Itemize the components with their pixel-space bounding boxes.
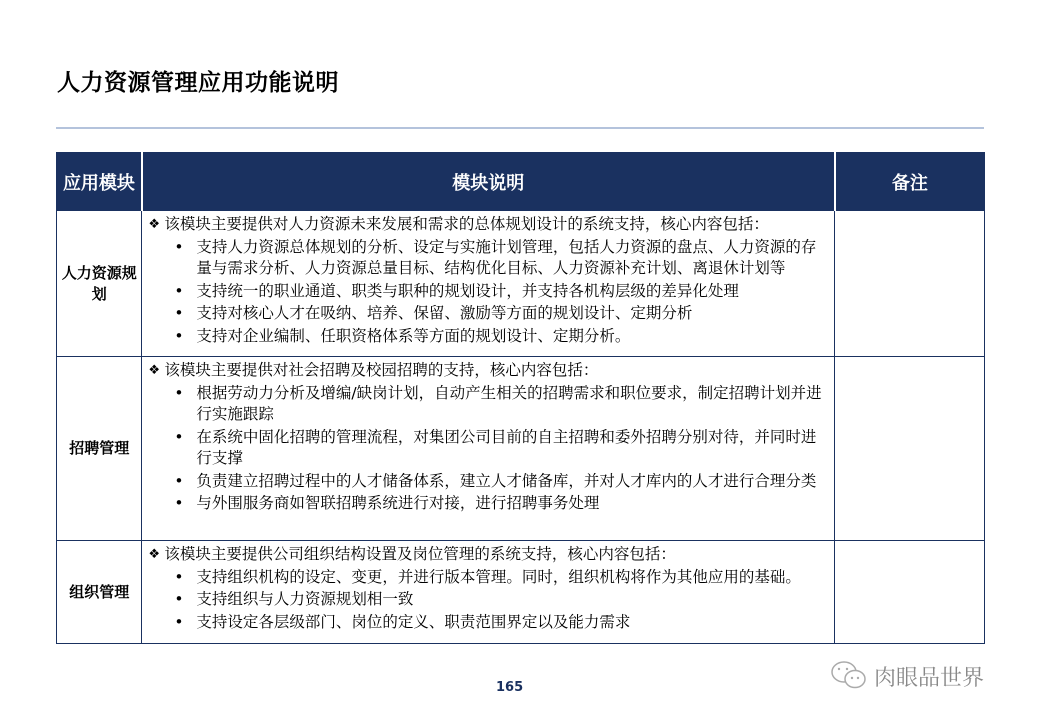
bullet-icon: •	[174, 612, 184, 631]
bullet-icon: •	[174, 494, 184, 512]
table-header-row	[57, 153, 985, 211]
watermark-text: 肉眼品世界	[874, 665, 985, 691]
watermark	[830, 660, 984, 692]
header-module: 应用模块	[57, 153, 142, 211]
wechat-icon	[830, 660, 870, 692]
list-item-text: 支持组织机构的设定、变更，并进行版本管理。同时，组织机构将作为其他应用的基础。	[196, 567, 801, 586]
note-cell	[835, 541, 985, 644]
note-cell	[835, 211, 985, 357]
list-item-text: 支持人力资源总体规划的分析、设定与实施计划管理，包括人力资源的盘点、人力资源的存量与需求分析、人力资源总量目标、结构优化目标、人力资源补充计划、离退休计划等	[196, 237, 817, 277]
list-item	[174, 612, 830, 634]
intro-text: 该模块主要提供公司组织结构设置及岗位管理的系统支持，核心内容包括：	[164, 545, 676, 563]
page-number: 165	[496, 680, 524, 695]
bullet-icon: •	[174, 567, 184, 586]
list-item-text: 支持组织与人力资源规划相一致	[196, 590, 414, 608]
list-item	[174, 237, 830, 280]
list-item-text: 与外围服务商如智联招聘系统进行对接，进行招聘事务处理	[196, 494, 600, 512]
header-description: 模块说明	[142, 153, 835, 211]
divider	[56, 127, 984, 129]
diamond-bullet-icon: ❖	[148, 363, 161, 378]
list-item	[174, 493, 830, 515]
note-cell	[835, 357, 985, 541]
list-item-text: 在系统中固化招聘的管理流程，对集团公司目前的自主招聘和委外招聘分别对待，并同时进行支撑	[196, 427, 817, 467]
bullet-icon: •	[174, 281, 184, 300]
bullet-icon: •	[174, 326, 184, 345]
list-item-text: 支持对核心人才在吸纳、培养、保留、激励等方面的规划设计、定期分析	[196, 304, 693, 322]
list-item-text: 负责建立招聘过程中的人才储备体系，建立人才储备库，并对人才库内的人才进行合理分类	[196, 471, 817, 490]
table-row	[57, 211, 985, 357]
module-description	[142, 357, 835, 541]
list-item-text: 支持对企业编制、任职资格体系等方面的规划设计、定期分析。	[196, 326, 631, 345]
bullet-icon: •	[174, 427, 184, 446]
table-row	[57, 541, 985, 644]
list-item	[174, 589, 830, 611]
list-item-text: 支持设定各层级部门、岗位的定义、职责范围界定以及能力需求	[196, 612, 631, 631]
intro-text: 该模块主要提供对人力资源未来发展和需求的总体规划设计的系统支持，核心内容包括：	[164, 215, 769, 233]
module-name: 组织管理	[57, 541, 142, 644]
module-description	[142, 211, 835, 357]
diamond-bullet-icon: ❖	[148, 547, 161, 562]
module-name: 人力资源规划	[57, 211, 142, 357]
list-item	[174, 281, 830, 303]
list-item	[174, 303, 830, 325]
list-item	[174, 326, 830, 348]
function-table	[56, 152, 985, 644]
list-item-text: 支持统一的职业通道、职类与职种的规划设计，并支持各机构层级的差异化处理	[196, 281, 739, 300]
bullet-icon: •	[174, 304, 184, 322]
diamond-bullet-icon: ❖	[148, 217, 161, 232]
list-item	[174, 427, 830, 470]
module-description	[142, 541, 835, 644]
page-title: 人力资源管理应用功能说明	[57, 70, 339, 96]
list-item	[174, 567, 830, 589]
bullet-icon: •	[174, 237, 184, 256]
table-row	[57, 357, 985, 541]
bullet-icon: •	[174, 383, 184, 402]
bullet-icon: •	[174, 590, 184, 608]
list-item	[174, 383, 830, 426]
module-name: 招聘管理	[57, 357, 142, 541]
list-item-text: 根据劳动力分析及增编/缺岗计划，自动产生相关的招聘需求和职位要求，制定招聘计划并进行实施跟踪	[196, 383, 822, 423]
bullet-icon: •	[174, 471, 184, 490]
list-item	[174, 471, 830, 493]
header-note: 备注	[835, 153, 985, 211]
intro-text: 该模块主要提供对社会招聘及校园招聘的支持，核心内容包括：	[164, 361, 599, 379]
